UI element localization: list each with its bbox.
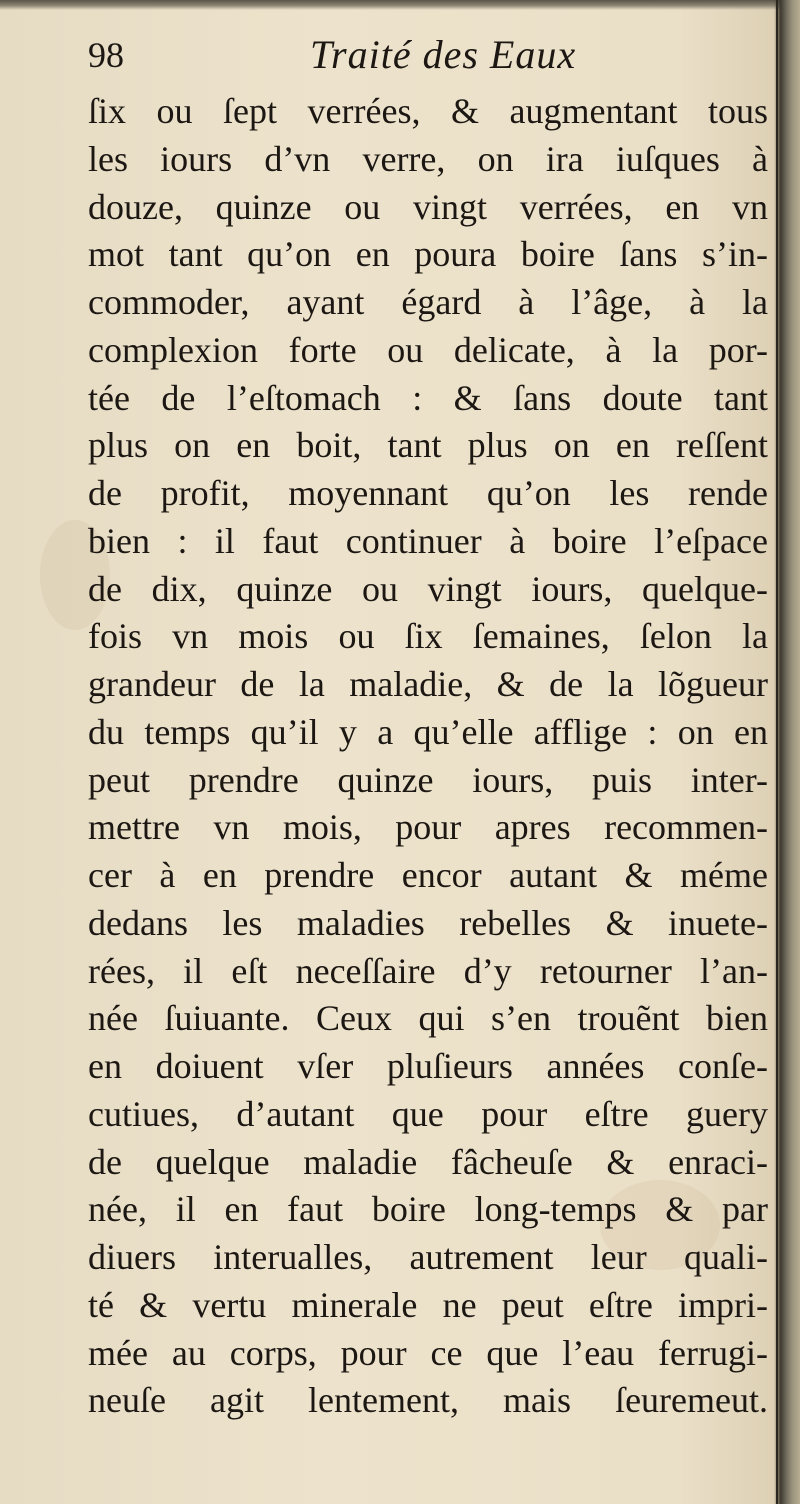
text-line: cer à en prendre encor autant & méme bbox=[88, 855, 768, 895]
text-line: mettre vn mois, pour apres recommen- bbox=[88, 807, 768, 848]
text-line: de profit, moyennant qu’on les rende bbox=[88, 473, 768, 513]
text-line: les iours d’vn verre, on ira iuſques à bbox=[88, 138, 768, 179]
page-number: 98 bbox=[88, 35, 124, 75]
text-line: mée au corps, pour ce que l’eau ferrugi- bbox=[88, 1332, 768, 1373]
text-line: grandeur de la maladie, & de la lõgueur bbox=[88, 664, 768, 704]
text-line: peut prendre quinze iours, puis inter- bbox=[88, 759, 768, 800]
text-line: cutiues, d’autant que pour eſtre guery bbox=[88, 1093, 768, 1134]
text-line: en doiuent vſer pluſieurs années conſe- bbox=[88, 1046, 768, 1086]
text-line: té & vertu minerale ne peut eſtre impri- bbox=[88, 1284, 768, 1325]
text-line: bien : il faut continuer à boire l’eſpace bbox=[88, 520, 768, 561]
text-line: née ſuiuante. Ceux qui s’en trouẽnt bien bbox=[88, 998, 768, 1039]
page-header bbox=[88, 30, 768, 90]
text-line: diuers interualles, autrement leur quali- bbox=[88, 1237, 768, 1277]
text-line: de dix, quinze ou vingt iours, quelque- bbox=[88, 568, 768, 609]
text-line: rées, il eſt neceſſaire d’y retourner l’an- bbox=[88, 950, 768, 991]
gutter-line bbox=[776, 0, 778, 1504]
text-line: douze, quinze ou vingt verrées, en vn bbox=[88, 186, 768, 227]
text-line: née, il en faut boire long-temps & par bbox=[88, 1189, 768, 1230]
text-line: de quelque maladie fâcheuſe & enraci- bbox=[88, 1141, 768, 1182]
text-line: mot tant qu’on en poura boire ſans s’in- bbox=[88, 234, 768, 275]
body-text bbox=[88, 88, 768, 1425]
text-line: neuſe agit lentement, mais ſeuremeut. bbox=[88, 1380, 768, 1421]
text-line: complexion forte ou delicate, à la por- bbox=[88, 329, 768, 370]
running-title: Traité des Eaux bbox=[310, 32, 577, 77]
text-line: commoder, ayant égard à l’âge, à la bbox=[88, 282, 768, 322]
text-line: plus on en boit, tant plus on en reſſent bbox=[88, 425, 768, 466]
text-line: ſix ou ſept verrées, & augmentant tous bbox=[88, 91, 768, 131]
text-line: fois vn mois ou ſix ſemaines, ſelon la bbox=[88, 616, 768, 657]
page-top-edge bbox=[0, 0, 800, 10]
text-line: tée de l’eſtomach : & ſans doute tant bbox=[88, 377, 768, 418]
text-line: dedans les maladies rebelles & inuete- bbox=[88, 902, 768, 943]
text-line: du temps qu’il y a qu’elle afflige : on en bbox=[88, 711, 768, 752]
